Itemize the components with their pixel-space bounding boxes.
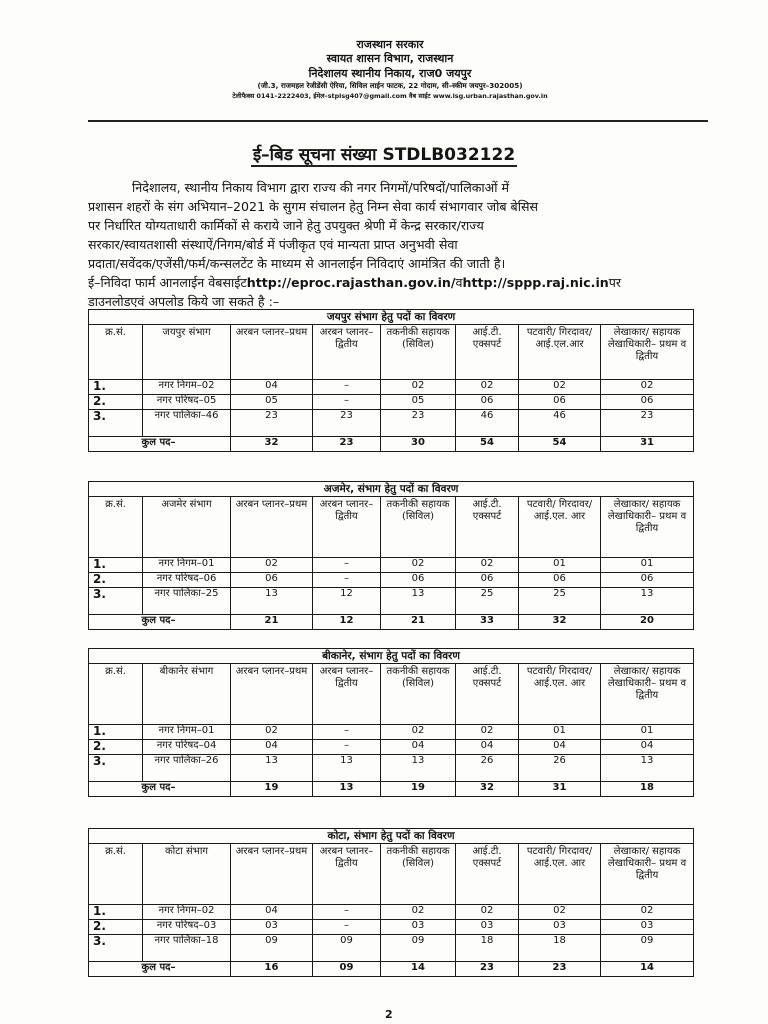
post-count: 04 — [231, 905, 313, 920]
intro-line: सरकार/स्वायतशासी संस्थाऐं/निगम/बोर्ड में पंजीकृत एवं मान्यता प्राप्त अनुभवी सेवा — [88, 237, 458, 252]
page-number: 2 — [385, 1008, 393, 1021]
total-label: कुल पद– — [89, 615, 231, 630]
column-header: बीकानेर संभाग — [143, 664, 231, 725]
eproc-link[interactable]: http://eproc.rajasthan.gov.in/ — [246, 275, 456, 290]
post-count: 03 — [456, 920, 519, 935]
post-count: 25 — [519, 588, 601, 615]
post-count: 06 — [231, 573, 313, 588]
column-header: पटवारी/ गिरदावर/ आई.एल. आर — [519, 497, 601, 558]
contact-details: टेलीफैक्स 0141–2222403, ईमेल–stplsg407@gmail.com वैब साईट www.lsg.urban.rajasthan.gov.in — [232, 92, 548, 100]
column-header: क्र.सं. — [89, 325, 143, 380]
govt-name: राजस्थान सरकार — [356, 38, 424, 51]
post-count: 01 — [601, 725, 694, 740]
serial-number: 3. — [89, 588, 143, 615]
serial-number: 3. — [89, 755, 143, 782]
division-table — [88, 481, 694, 630]
division-table — [88, 828, 694, 977]
post-count: 02 — [456, 380, 519, 395]
column-header: अरबन प्लानर– द्वितीय — [313, 664, 381, 725]
letterhead — [140, 38, 640, 101]
intro-line: निदेशालय, स्थानीय निकाय विभाग द्वारा राज्य की नगर निगमों/परिषदों/पालिकाओं में — [132, 180, 510, 195]
post-count: 04 — [231, 380, 313, 395]
post-count: 04 — [231, 740, 313, 755]
body-name: नगर पालिका–25 — [143, 588, 231, 615]
table-row — [89, 410, 694, 437]
post-count: 26 — [456, 755, 519, 782]
post-count: 13 — [381, 588, 456, 615]
total-count: 20 — [601, 615, 694, 630]
post-count: 25 — [456, 588, 519, 615]
post-count: 05 — [381, 395, 456, 410]
total-count: 18 — [601, 782, 694, 797]
total-label: कुल पद– — [89, 437, 231, 452]
post-count: – — [313, 558, 381, 573]
total-count: 14 — [601, 962, 694, 977]
body-name: नगर पालिका–26 — [143, 755, 231, 782]
post-count: 46 — [456, 410, 519, 437]
serial-number: 1. — [89, 905, 143, 920]
column-header: क्र.सं. — [89, 497, 143, 558]
table-row — [89, 740, 694, 755]
table-row — [89, 380, 694, 395]
total-count: 30 — [381, 437, 456, 452]
column-header: तकनीकी सहायक (सिविल) — [381, 325, 456, 380]
column-header: जयपुर संभाग — [143, 325, 231, 380]
total-count: 23 — [313, 437, 381, 452]
column-header: लेखाकार/ सहायक लेखाधिकारी– प्रथम व द्वितीय — [601, 844, 694, 905]
post-count: 13 — [231, 755, 313, 782]
table-caption: जयपुर संभाग हेतु पदों का विवरण — [89, 310, 694, 325]
column-header: अरबन प्लानर–प्रथम — [231, 497, 313, 558]
table-caption: अजमेर, संभाग हेतु पदों का विवरण — [89, 482, 694, 497]
post-count: 04 — [519, 740, 601, 755]
total-count: 19 — [381, 782, 456, 797]
post-count: 01 — [601, 558, 694, 573]
body-name: नगर परिषद–06 — [143, 573, 231, 588]
post-count: 03 — [519, 920, 601, 935]
total-count: 13 — [313, 782, 381, 797]
post-count: – — [313, 920, 381, 935]
serial-number: 2. — [89, 920, 143, 935]
post-count: 13 — [381, 755, 456, 782]
column-header: क्र.सं. — [89, 844, 143, 905]
table-row — [89, 755, 694, 782]
total-row — [89, 437, 694, 452]
post-count: 13 — [601, 588, 694, 615]
table-row — [89, 920, 694, 935]
post-count: – — [313, 380, 381, 395]
total-count: 21 — [381, 615, 456, 630]
post-count: – — [313, 905, 381, 920]
body-name: नगर परिषद–05 — [143, 395, 231, 410]
total-count: 54 — [519, 437, 601, 452]
post-count: 06 — [519, 573, 601, 588]
department-name: स्वायत शासन विभाग, राजस्थान — [326, 52, 454, 65]
serial-number: 2. — [89, 573, 143, 588]
column-header: लेखाकार/ सहायक लेखाधिकारी– प्रथम व द्वितीय — [601, 325, 694, 380]
notice-title: ई–बिड सूचना संख्या STDLB032122 — [252, 145, 516, 165]
post-count: 02 — [519, 380, 601, 395]
post-count: 06 — [519, 395, 601, 410]
serial-number: 1. — [89, 380, 143, 395]
post-count: 23 — [601, 410, 694, 437]
intro-text: पर — [608, 275, 622, 290]
table-row — [89, 588, 694, 615]
total-count: 31 — [519, 782, 601, 797]
table-row — [89, 573, 694, 588]
post-count: 04 — [381, 740, 456, 755]
column-header: पटवारी/ गिरदावर/ आई.एल. आर — [519, 844, 601, 905]
column-header: आई.टी. एक्सपर्ट — [456, 664, 519, 725]
post-count: 09 — [313, 935, 381, 962]
post-count: 03 — [601, 920, 694, 935]
column-header: क्र.सं. — [89, 664, 143, 725]
post-count: 02 — [456, 905, 519, 920]
table-row — [89, 725, 694, 740]
serial-number: 3. — [89, 935, 143, 962]
body-name: नगर निगम–01 — [143, 558, 231, 573]
body-name: नगर निगम–02 — [143, 905, 231, 920]
directorate-name: निदेशालय स्थानीय निकाय, राज0 जयपुर — [308, 67, 472, 80]
office-address: (जी.3, राजमहल रेजीडेंसी ऐरिया, सिविल लाईन फाटक, 22 गोदाम, सी–स्कीम जयपुर–302005) — [257, 81, 523, 90]
post-count: 23 — [231, 410, 313, 437]
column-header: अरबन प्लानर– द्वितीय — [313, 497, 381, 558]
body-name: नगर परिषद–04 — [143, 740, 231, 755]
column-header: तकनीकी सहायक (सिविल) — [381, 844, 456, 905]
total-label: कुल पद– — [89, 962, 231, 977]
post-count: 06 — [601, 395, 694, 410]
post-count: 02 — [456, 558, 519, 573]
post-count: 02 — [456, 725, 519, 740]
total-row — [89, 782, 694, 797]
total-count: 14 — [381, 962, 456, 977]
post-count: 09 — [381, 935, 456, 962]
column-header: कोटा संभाग — [143, 844, 231, 905]
total-count: 32 — [456, 782, 519, 797]
column-header: अरबन प्लानर–प्रथम — [231, 664, 313, 725]
total-count: 32 — [231, 437, 313, 452]
post-count: – — [313, 573, 381, 588]
post-count: 02 — [381, 725, 456, 740]
post-count: 06 — [601, 573, 694, 588]
intro-line: प्रशासन शहरों के संग अभियान–2021 के सुगम संचालन हेतु निम्न सेवा कार्य संभागवार जोब बेसिस — [88, 199, 539, 214]
column-header: लेखाकार/ सहायक लेखाधिकारी– प्रथम व द्वितीय — [601, 664, 694, 725]
total-count: 54 — [456, 437, 519, 452]
total-count: 32 — [519, 615, 601, 630]
total-count: 31 — [601, 437, 694, 452]
post-count: 02 — [381, 558, 456, 573]
post-count: 09 — [601, 935, 694, 962]
intro-line: डाउनलोडएवं अपलोड किये जा सकते है :– — [88, 294, 280, 309]
column-header: अजमेर संभाग — [143, 497, 231, 558]
total-count: 23 — [519, 962, 601, 977]
column-header: आई.टी. एक्सपर्ट — [456, 497, 519, 558]
post-count: 02 — [381, 380, 456, 395]
post-count: 02 — [601, 380, 694, 395]
column-header: अरबन प्लानर– द्वितीय — [313, 844, 381, 905]
post-count: 04 — [601, 740, 694, 755]
post-count: 06 — [381, 573, 456, 588]
table-row — [89, 935, 694, 962]
body-name: नगर निगम–01 — [143, 725, 231, 740]
total-count: 33 — [456, 615, 519, 630]
post-count: – — [313, 725, 381, 740]
total-count: 19 — [231, 782, 313, 797]
serial-number: 3. — [89, 410, 143, 437]
total-count: 21 — [231, 615, 313, 630]
post-count: 02 — [601, 905, 694, 920]
table-caption: कोटा, संभाग हेतु पदों का विवरण — [89, 829, 694, 844]
post-count: 03 — [231, 920, 313, 935]
column-header: आई.टी. एक्सपर्ट — [456, 844, 519, 905]
post-count: 06 — [456, 573, 519, 588]
post-count: 23 — [381, 410, 456, 437]
table-row — [89, 395, 694, 410]
post-count: 46 — [519, 410, 601, 437]
column-header: अरबन प्लानर–प्रथम — [231, 844, 313, 905]
column-header: लेखाकार/ सहायक लेखाधिकारी– प्रथम व द्वितीय — [601, 497, 694, 558]
post-count: 09 — [231, 935, 313, 962]
table-row — [89, 558, 694, 573]
post-count: 01 — [519, 558, 601, 573]
post-count: 06 — [456, 395, 519, 410]
post-count: 02 — [519, 905, 601, 920]
total-row — [89, 615, 694, 630]
post-count: 12 — [313, 588, 381, 615]
post-count: 13 — [231, 588, 313, 615]
post-count: 04 — [456, 740, 519, 755]
total-count: 23 — [456, 962, 519, 977]
total-label: कुल पद– — [89, 782, 231, 797]
intro-line: पर निर्धारित योग्यताधारी कार्मिकों से कराये जाने हेतु उपयुक्त श्रेणी में केन्द्र सरकार/राज्य — [88, 218, 484, 233]
table-caption: बीकानेर, संभाग हेतु पदों का विवरण — [89, 649, 694, 664]
post-count: 13 — [601, 755, 694, 782]
column-header: पटवारी/ गिरदावर/ आई.एल.आर — [519, 325, 601, 380]
post-count: 01 — [519, 725, 601, 740]
sppp-link[interactable]: http://sppp.raj.nic.in — [462, 275, 609, 290]
post-count: 02 — [231, 558, 313, 573]
total-count: 09 — [313, 962, 381, 977]
post-count: 26 — [519, 755, 601, 782]
body-name: नगर पालिका–18 — [143, 935, 231, 962]
table-row — [89, 905, 694, 920]
intro-text: ई–निविदा फार्म आनलाईन वेबसाईट — [88, 275, 247, 290]
post-count: 23 — [313, 410, 381, 437]
column-header: तकनीकी सहायक (सिविल) — [381, 497, 456, 558]
division-table — [88, 648, 694, 797]
total-count: 12 — [313, 615, 381, 630]
post-count: 18 — [456, 935, 519, 962]
total-row — [89, 962, 694, 977]
intro-text: व — [455, 275, 463, 290]
column-header: अरबन प्लानर–प्रथम — [231, 325, 313, 380]
intro-line-links — [88, 273, 683, 292]
post-count: 05 — [231, 395, 313, 410]
serial-number: 1. — [89, 558, 143, 573]
post-count: – — [313, 395, 381, 410]
column-header: आई.टी. एक्सपर्ट — [456, 325, 519, 380]
letterhead-divider — [88, 120, 708, 122]
division-table — [88, 309, 694, 452]
post-count: 02 — [231, 725, 313, 740]
intro-line: प्रदाता/सवेंदक/एजेंसी/फर्म/कन्सलटेंट के माध्यम से आनलाईन निविदाएं आमंत्रित की जाती है। — [88, 256, 506, 271]
serial-number: 2. — [89, 740, 143, 755]
total-count: 16 — [231, 962, 313, 977]
column-header: तकनीकी सहायक (सिविल) — [381, 664, 456, 725]
post-count: 13 — [313, 755, 381, 782]
post-count: 02 — [381, 905, 456, 920]
body-name: नगर निगम–02 — [143, 380, 231, 395]
intro-paragraph — [88, 178, 683, 311]
body-name: नगर पालिका–46 — [143, 410, 231, 437]
post-count: 03 — [381, 920, 456, 935]
post-count: – — [313, 740, 381, 755]
post-count: 18 — [519, 935, 601, 962]
serial-number: 1. — [89, 725, 143, 740]
body-name: नगर परिषद–03 — [143, 920, 231, 935]
column-header: अरबन प्लानर– द्वितीय — [313, 325, 381, 380]
column-header: पटवारी/ गिरदावर/ आई.एल. आर — [519, 664, 601, 725]
serial-number: 2. — [89, 395, 143, 410]
